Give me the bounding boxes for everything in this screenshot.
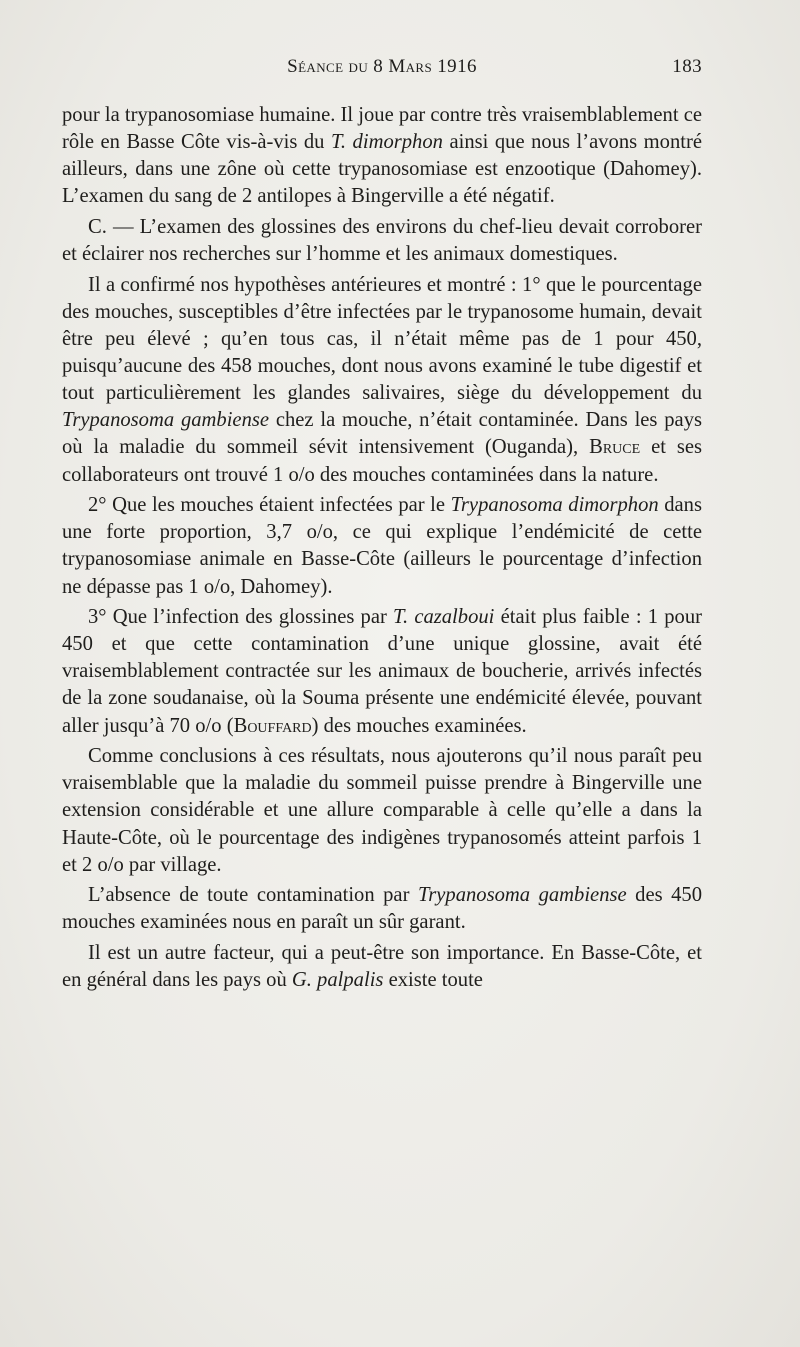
paragraph: [62, 272, 702, 489]
text-run: Il est un autre facteur, qui a peut-être son importance. En Basse-Côte, et en général dans les pays où: [62, 941, 702, 991]
text-run: Il a confirmé nos hypothèses antérieures et montré : 1° que le pourcentage des mouches, susceptibles d’être infectées par le trypanosome humain, devait être peu élevé ; qu’en tous cas, il n’était même pas de 1 pour 450, puisqu’aucune des 458 mouches, dont nous avons examiné le tube digestif et tout particulièrement les glandes salivaires, siège du développement du: [62, 273, 702, 405]
text-run: Comme conclusions à ces résultats, nous ajouterons qu’il nous paraît peu vraisemblable que la maladie du sommeil puisse prendre à Bingerville une extension considérable et une allure comparable à celle qu’elle a dans la Haute-Côte, où le pourcentage des indigènes trypanosomés atteint parfois 1 et 2 o/o par village.: [62, 745, 702, 876]
paragraph: [62, 882, 702, 936]
text-run: était plus faible : 1 pour 450 et que cette contamination d’une unique glossine, avait été vraisemblablement contractée sur les animaux de boucherie, arrivés infectés de la zone soudanaise, où la Souma présente une endémicité élevée, pouvant aller jusqu’à 70 o/o (: [62, 606, 702, 737]
body-text: [62, 102, 702, 997]
text-run: existe toute: [383, 968, 483, 991]
italic-text: G. palpalis: [291, 968, 384, 991]
text-run: ainsi que nous l’avons montré ailleurs, dans une zône où cette trypanosomiase est enzootique (Dahomey). L’examen du sang de 2 antilopes à Bingerville a été négatif.: [62, 131, 702, 208]
text-run: et ses collaborateurs ont trouvé 1 o/o des mouches contaminées dans la nature.: [62, 436, 703, 486]
italic-text: Trypanosoma gambiense: [62, 409, 270, 432]
page-header: [62, 56, 702, 88]
italic-text: T. dimorphon: [330, 131, 443, 154]
paragraph: [62, 492, 702, 601]
italic-text: T. cazalboui: [393, 606, 495, 628]
paragraph: [62, 940, 702, 994]
italic-text: Trypanosoma dimorphon: [450, 494, 659, 517]
paragraph: [62, 214, 702, 268]
text-run: dans une forte proportion, 3,7 o/o, ce qui explique l’endémicité de cette trypanosomiase animale en Basse-Côte (ailleurs le pourcentage d’infection ne dépasse pas 1 o/o, Dahomey).: [62, 494, 702, 598]
small-caps-name: Bouffard: [233, 714, 312, 737]
text-run: ) des mouches examinées.: [311, 714, 527, 737]
text-run: 3° Que l’infection des glossines par: [88, 606, 394, 628]
small-caps-name: Bruce: [589, 436, 641, 459]
paragraph: [62, 604, 702, 740]
text-run: des 450 mouches examinées nous en paraît un sûr garant.: [62, 884, 702, 934]
italic-text: Trypanosoma gambiense: [417, 884, 627, 907]
paragraph: [62, 102, 702, 211]
text-run: chez la mouche, n’était contaminée. Dans les pays où la maladie du sommeil sévit intensivement (Ouganda),: [62, 409, 702, 459]
page-number: 183: [672, 56, 702, 77]
text-run: 2° Que les mouches étaient infectées par le: [88, 494, 451, 517]
text-run: pour la trypanosomiase humaine. Il joue par contre très vraisemblablement ce rôle en Basse Côte vis-à-vis du: [62, 104, 702, 154]
text-run: C. — L’examen des glossines des environs du chef-lieu devait corroborer et éclairer nos recherches sur l’homme et les animaux domestiques.: [62, 215, 702, 266]
running-title: Séance du 8 Mars 1916: [287, 56, 477, 77]
text-run: L’absence de toute contamination par: [88, 884, 418, 907]
paragraph: [62, 743, 702, 879]
